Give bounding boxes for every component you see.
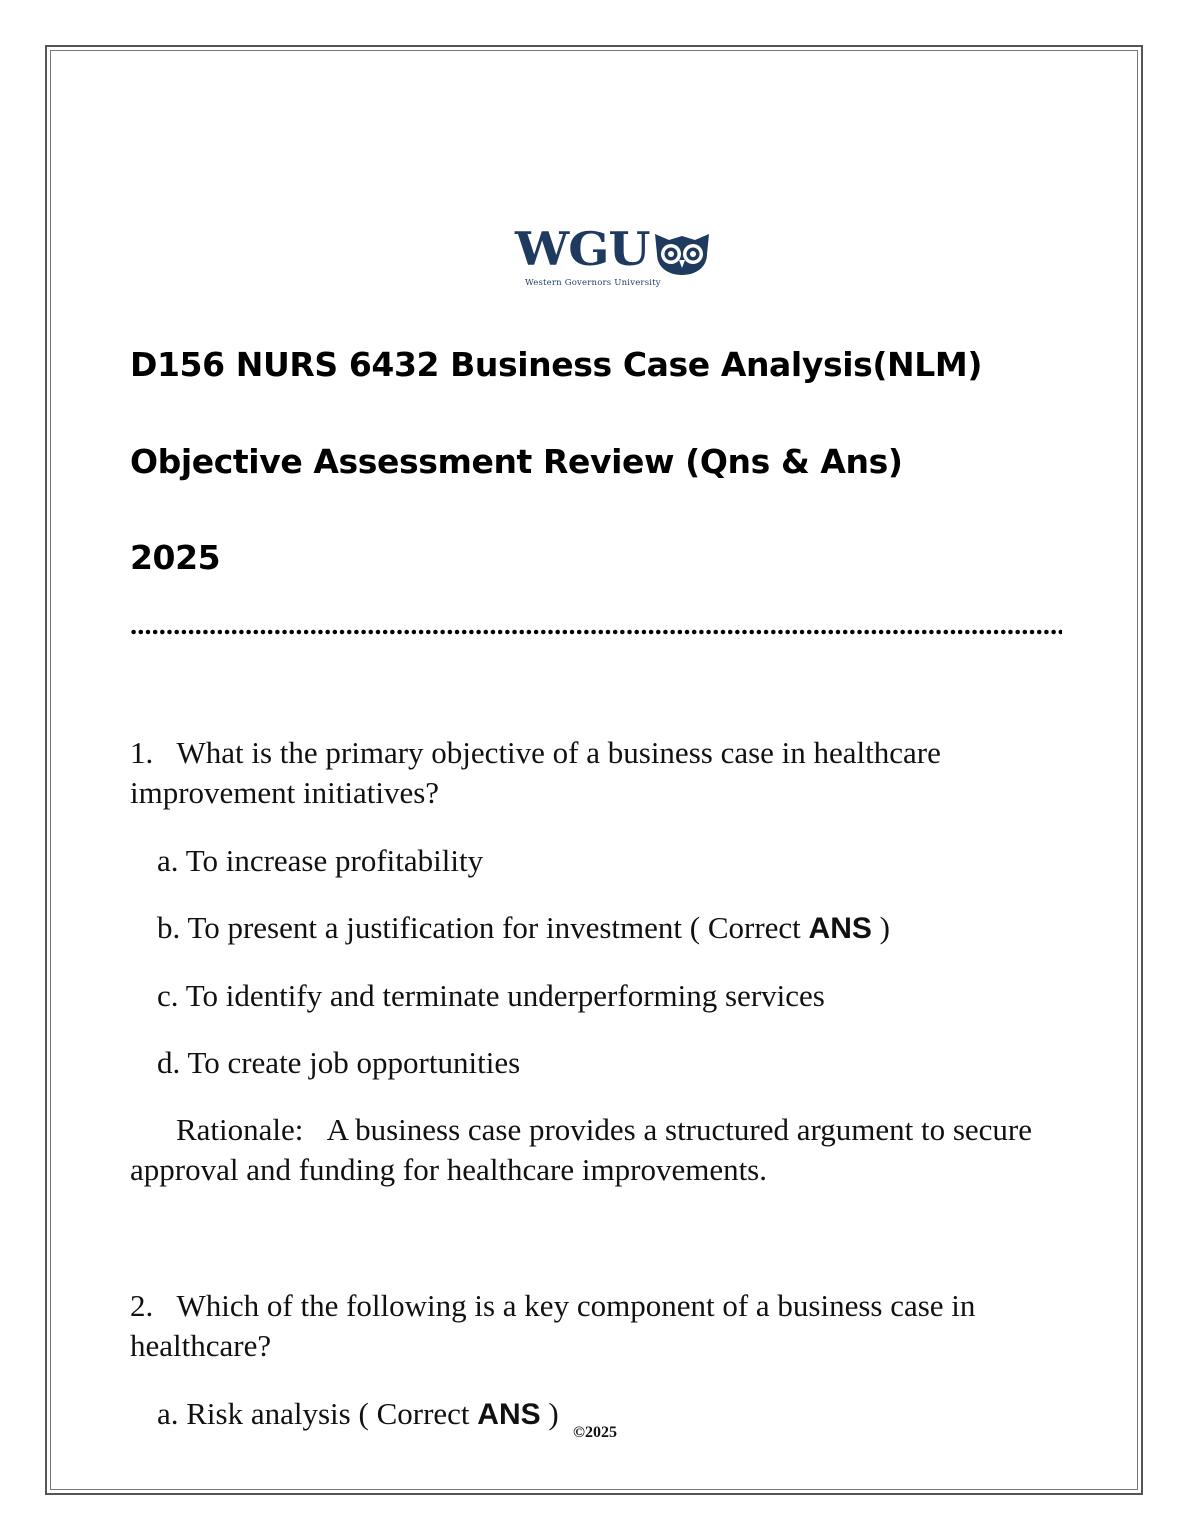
question-1-option-a	[157, 841, 483, 881]
option-label: b. To present a justification for investment	[157, 910, 683, 945]
rationale-text: A business case provides a structured argument to secure approval and funding for healthcare improvements.	[130, 1112, 1032, 1187]
question-number: 1.	[130, 735, 154, 770]
option-label: a. Risk analysis	[157, 1396, 351, 1431]
answer-badge: ANS	[808, 912, 872, 945]
option-label: c. To identify and terminate underperforming services	[157, 978, 825, 1013]
correct-marker-close: )	[879, 910, 890, 945]
question-stem: What is the primary objective of a business case in healthcare improvement initiatives?	[130, 735, 941, 810]
document-subtitle: Objective Assessment Review (Qns & Ans)	[130, 442, 903, 481]
owl-icon	[651, 230, 713, 276]
question-number: 2.	[130, 1288, 154, 1323]
wgu-logo	[513, 222, 718, 290]
correct-marker-close: )	[548, 1396, 559, 1431]
question-1-rationale	[130, 1110, 1065, 1190]
logo-wordmark: WGU	[515, 222, 650, 276]
rationale-label: Rationale:	[176, 1112, 304, 1147]
question-1-text	[130, 733, 1065, 813]
question-1-option-d	[157, 1043, 520, 1083]
logo-subtitle: Western Governors University	[525, 278, 661, 288]
question-2-text	[130, 1286, 1065, 1366]
correct-marker: ( Correct	[358, 1396, 470, 1431]
document-title: D156 NURS 6432 Business Case Analysis(NLM)	[130, 345, 982, 384]
document-year: 2025	[130, 538, 221, 577]
dotted-divider	[130, 629, 1062, 635]
copyright-footer: ©2025	[573, 1424, 617, 1441]
answer-badge: ANS	[477, 1398, 541, 1431]
question-stem: Which of the following is a key component of a business case in healthcare?	[130, 1288, 976, 1363]
question-1-option-c	[157, 976, 825, 1016]
option-label: a. To increase profitability	[157, 843, 484, 878]
option-label: d. To create job opportunities	[157, 1045, 521, 1080]
correct-marker: ( Correct	[689, 910, 801, 945]
question-1-option-b	[157, 908, 890, 949]
